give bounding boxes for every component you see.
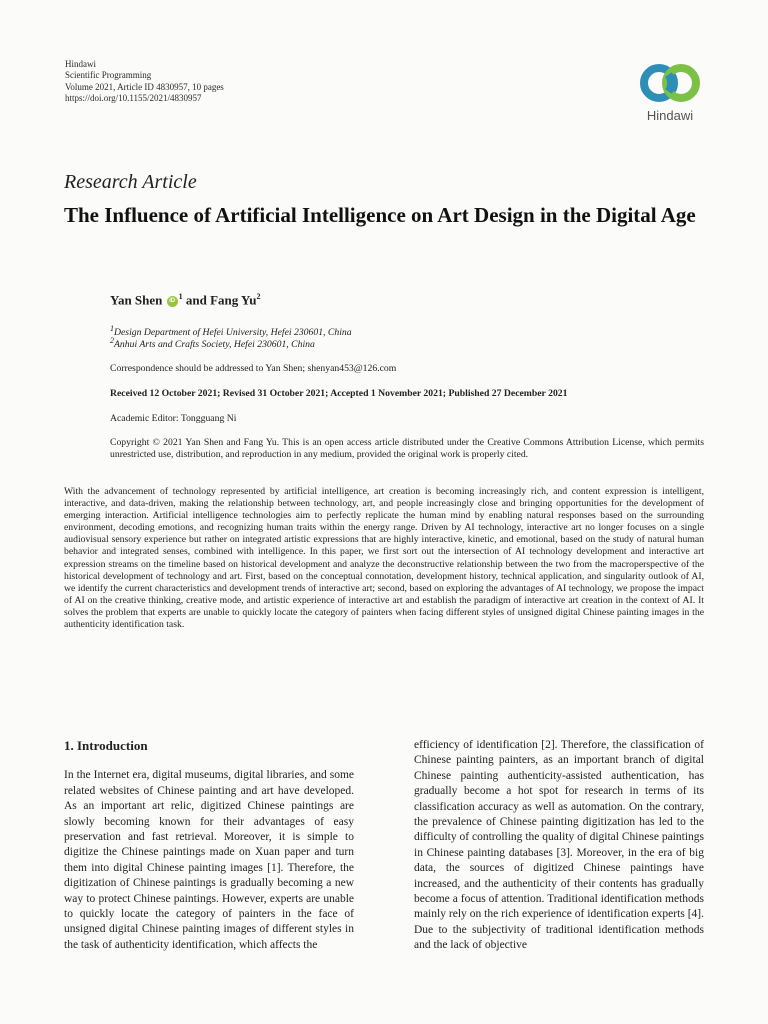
journal-name: Scientific Programming: [65, 70, 152, 81]
section-heading: 1. Introduction: [64, 738, 148, 753]
publisher-name: Hindawi: [65, 59, 96, 69]
paper-title: The Influence of Artificial Intelligence on Art Design in the Digital Age: [64, 203, 696, 227]
column-left: [64, 738, 354, 953]
author-line: [110, 292, 260, 308]
journal-meta: [65, 59, 224, 104]
doi-link[interactable]: https://doi.org/10.1155/2021/4830957: [65, 92, 202, 103]
author-name[interactable]: Yan Shen: [110, 292, 163, 308]
column-right: [414, 738, 704, 954]
affiliation-sup: 1: [110, 324, 114, 333]
author-affiliation-sup: 2: [256, 292, 261, 301]
body-paragraph: efficiency of identification [2]. Therefore, the classification of Chinese painting painters, as an important branch of digital Chinese painting authenticity-assisted authentication, has gradually become a hot spot for research in terms of its classification accuracy as well as automation. On the contrary, the prevalence of Chinese painting digitization has led to the difficulty of controlling the quality of digital Chinese paintings in Chinese painting databases [3]. Moreover, in the era of big data, the sources of digitized Chinese paintings have increased, and the authenticity of their contents has gradually become a focus of attention. Traditional identification methods mainly rely on the rich experience of identification experts [4]. Due to the subjectivity of traditional identification methods and the lack of objective: [414, 739, 704, 952]
volume-info: Volume 2021, Article ID 4830957, 10 pages: [65, 81, 224, 92]
affiliation-sup: 2: [110, 336, 114, 345]
academic-editor: Academic Editor: Tongguang Ni: [110, 413, 237, 424]
affiliation-text: Design Department of Hefei University, Hefei 230601, China: [114, 327, 352, 339]
body-paragraph: In the Internet era, digital museums, digital libraries, and some related websites of Chinese painting and art have developed. As an important art relic, digitized Chinese paintings are slowly becoming known for their advantages of easy preservation and fast retrieval. Moreover, it is simple to digitize the Chinese paintings made on Xuan paper and turn them into digital Chinese painting images [1]. Therefore, the digitization of Chinese paintings is gradually becoming a new way to protect Chinese paintings. However, experts are unable to quickly locate the category of painters in the face of unsigned digital Chinese painting images of different styles in the task of authenticity identification, which affects the: [64, 769, 354, 951]
publication-dates: Received 12 October 2021; Revised 31 October 2021; Accepted 1 November 2021; Published 27 December 2021: [110, 388, 568, 399]
hindawi-logo-icon: [635, 60, 705, 106]
author-name[interactable]: Fang Yu: [210, 292, 257, 308]
article-type: Research Article: [64, 171, 197, 193]
correspondence: Correspondence should be addressed to Yan Shen; shenyan453@126.com: [110, 363, 397, 374]
author-affiliation-sup: 1: [178, 292, 183, 301]
orcid-icon[interactable]: iD: [167, 296, 178, 307]
abstract: With the advancement of technology represented by artificial intelligence, art creation is becoming increasingly rich, and content expression is intelligent, interactive, and data-driven, making the relationship between technology, art, and people increasingly close and bringing opportunities for the development of emerging interaction. Artificial intelligence technologies aim to perfectly replicate the human mind by enabling natural responses based on the surrounding environment, decoding emotions, and recognizing human traits within the energy range. Driven by AI technology, interactive art no longer focuses on a single audiovisual sensory experience but rather on integrated artistic expressions that are highly interactive, kinetic, and emotional, based on the study of natural human behavior and integrated senses, combined with intelligence. In this paper, we first sort out the intersection of AI technology development and interactive art expression streams on the timeline based on historical development and analyze the deconstructive relationship between the two from the macroperspective of the historical development of technology and art. First, based on the conceptual connotation, development history, technical application, and singularity outlook of AI, we identify the current characteristics and development trends of interactive art; second, based on exploring the advantages of AI technology, we propose the impact of AI on the creative thinking, creative mode, and artistic experience of interactive art and establish the paradigm of interactive art creation in the context of AI. It solves the problem that experts are unable to quickly locate the category of painters when facing different styles of unsigned digital Chinese painting images in the authenticity identification task.: [64, 486, 704, 631]
affiliation-2: [110, 335, 315, 351]
hindawi-logo: [632, 60, 708, 123]
logo-wordmark: Hindawi: [646, 108, 694, 123]
affiliation-text: Anhui Arts and Crafts Society, Hefei 230601, China: [114, 339, 315, 351]
author-conjunction: and: [185, 292, 207, 308]
copyright-notice: Copyright © 2021 Yan Shen and Fang Yu. This is an open access article distributed under the Creative Commons Attribution License, which permits unrestricted use, distribution, and reproduction in any medium, provided the original work is properly cited.: [110, 437, 704, 461]
